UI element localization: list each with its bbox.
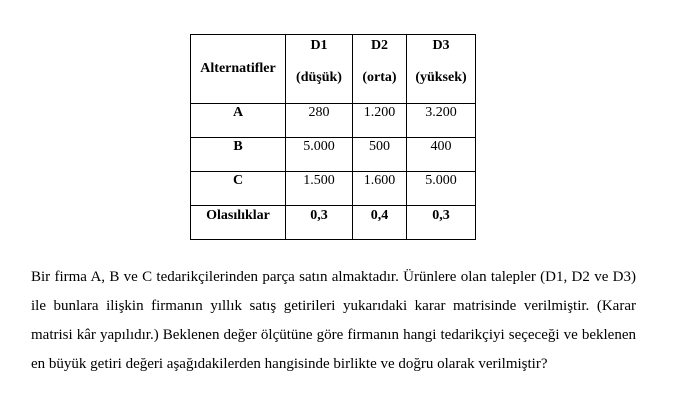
probability-cell: 0,4: [353, 206, 407, 240]
table-row: [191, 104, 476, 138]
column-sub-d3: (yüksek): [415, 70, 467, 85]
table-cell: 280: [286, 104, 353, 138]
column-sub-d1: (düşük): [296, 70, 342, 85]
table-cell: 500: [353, 138, 407, 172]
row-label: A: [191, 104, 286, 138]
column-sub-d2: (orta): [362, 70, 397, 85]
table-row: [191, 138, 476, 172]
question-text: Bir firma A, B ve C tedarikçilerinden parça satın almaktadır. Ürünlere olan talepler (D1, D2 ve D3) ile bunlara ilişkin firmanın yıllık satış getirileri yukarıdaki karar matrisinde verilmiştir. (Karar matrisi kâr yapılıdır.) Beklenen değer ölçütüne göre firmanın hangi tedarikçiyi seçeceği ve beklenen en büyük getiri değeri aşağıdakilerden hangisinde birlikte ve doğru olarak verilmiştir?: [31, 269, 636, 372]
table-cell: 5.000: [286, 138, 353, 172]
probability-cell: 0,3: [407, 206, 476, 240]
column-header-d1: [286, 35, 353, 104]
column-header-d2: [353, 35, 407, 104]
column-name-d1: D1: [310, 38, 328, 53]
column-header-d3: [407, 35, 476, 104]
row-label: B: [191, 138, 286, 172]
decision-matrix-table: [190, 34, 476, 240]
probability-cell: 0,3: [286, 206, 353, 240]
table-cell: 1.200: [353, 104, 407, 138]
probabilities-row: [191, 206, 476, 240]
row-label: C: [191, 172, 286, 206]
table-cell: 3.200: [407, 104, 476, 138]
alternatives-header: [191, 35, 286, 104]
alternatives-header-label: Alternatifler: [200, 61, 276, 76]
probabilities-label: Olasılıklar: [191, 206, 286, 240]
column-name-d3: D3: [432, 38, 450, 53]
column-name-d2: D2: [370, 38, 389, 53]
table-cell: 400: [407, 138, 476, 172]
table-cell: 1.600: [353, 172, 407, 206]
table-cell: 1.500: [286, 172, 353, 206]
table-row: [191, 172, 476, 206]
table-header-row: [191, 35, 476, 104]
table-cell: 5.000: [407, 172, 476, 206]
